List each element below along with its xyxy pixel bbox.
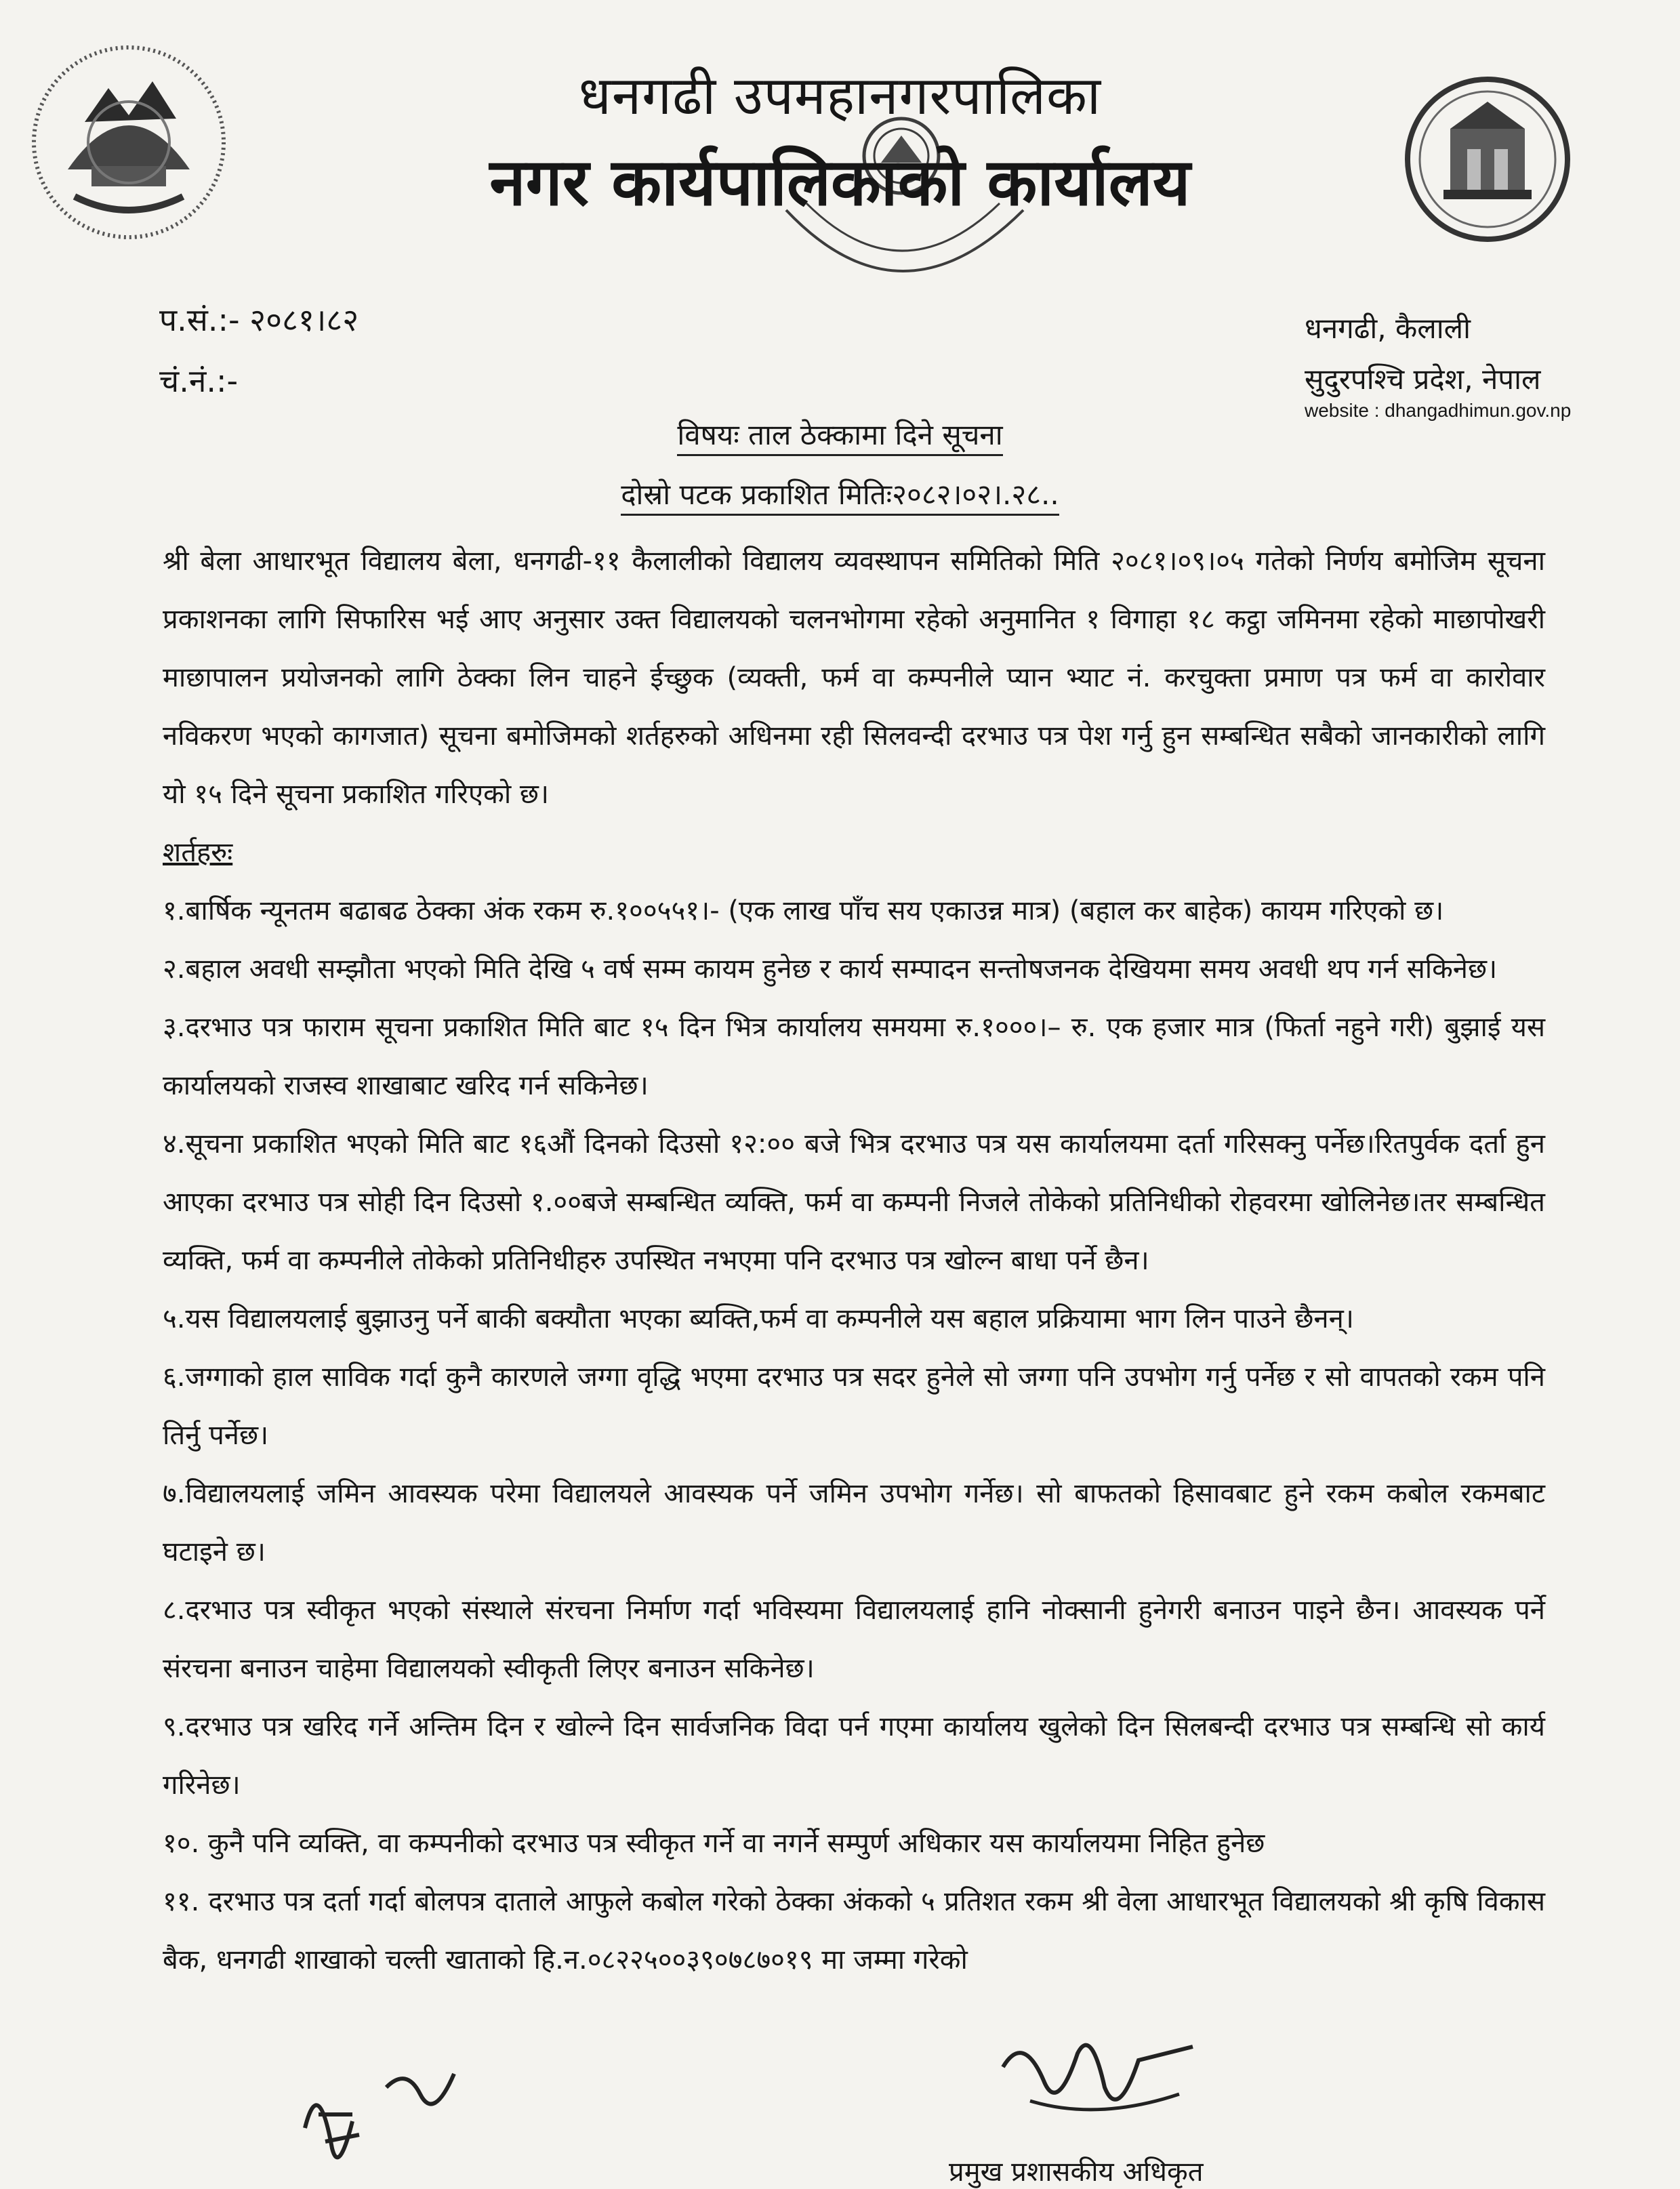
condition-item: ११. दरभाउ पत्र दर्ता गर्दा बोलपत्र दाताले आफुले कबोल गरेको ठेक्का अंकको ५ प्रतिशत रकम श्री वेला आधारभूत विद्यालयको श्री कृषि विकास बैक, धनगढी शाखाको चल्ती खाताको हि.न.०८२२५००३९०७८७०१९ मा जम्मा गरेको (163, 1886, 1545, 1976)
condition-item: ६.जग्गाको हाल साविक गर्दा कुनै कारणले जग्गा वृद्धि भएमा दरभाउ पत्र सदर हुनेले सो जग्गा पनि उपभोग गर्नु पर्नेछ र सो वापतको रकम पनि तिर्नु पर्नेछ। (163, 1362, 1545, 1451)
condition-item: ४.सूचना प्रकाशित भएको मिति बाट १६औं दिनको दिउसो १२:०० बजे भित्र दरभाउ पत्र यस कार्यालयमा दर्ता गरिसक्नु पर्नेछ।रितपुर्वक दर्ता हुन आएका दरभाउ पत्र सोही दिन दिउसो १.००बजे सम्बन्धित व्यक्ति, फर्म वा कम्पनी निजले तोकेको प्रतिनिधीको रोहवरमा खोलिनेछ।तर सम्बन्धित व्यक्ति, फर्म वा कम्पनीले तोकेको प्रतिनिधीहरु उपस्थित नभएमा पनि दरभाउ पत्र खोल्न बाधा पर्ने छैन। (163, 1128, 1545, 1276)
condition-item: ७.विद्यालयलाई जमिन आवस्यक परेमा विद्यालयले आवस्यक पर्ने जमिन उपभोग गर्नेछ। सो बाफतको हिसावबाट हुने रकम कबोल रकमबाट घटाइने छ। (163, 1478, 1545, 1568)
published-date-text: दोस्रो पटक प्रकाशित मितिः२०८२।०२।.२८.. (621, 478, 1059, 516)
condition-item: ५.यस विद्यालयलाई बुझाउनु पर्ने बाकी बक्यौता भएका ब्यक्ति,फर्म वा कम्पनीले यस बहाल प्रक्रियामा भाग लिन पाउने छैनन्। (163, 1303, 1354, 1334)
condition-item: २.बहाल अवधी सम्झौता भएको मिति देखि ५ वर्ष सम्म कायम हुनेछ र कार्य सम्पादन सन्तोषजनक देखियमा समय अवधी थप गर्न सकिनेछ। (163, 954, 1498, 985)
conditions-heading: शर्तहरुः (163, 837, 233, 868)
office-name-main: नगर कार्यपालिकाको कार्यालय (489, 144, 1191, 220)
address-line-2: सुदुरपश्चि प्रदेश, नेपाल (1305, 363, 1541, 396)
website-text: website : dhangadhimun.gov.np (1305, 400, 1572, 421)
subject-text: विषयः ताल ठेक्कामा दिने सूचना (677, 418, 1002, 456)
dispatch-number: चं.नं.:- (159, 363, 239, 399)
signature-left-icon (291, 2047, 468, 2182)
condition-item: १०. कुनै पनि व्यक्ति, वा कम्पनीको दरभाउ पत्र स्वीकृत गर्ने वा नगर्ने सम्पुर्ण अधिकार यस कार्यालयमा निहित हुनेछ (163, 1828, 1265, 1859)
address-line-1: धनगढी, कैलाली (1305, 312, 1471, 345)
signature-right-icon (989, 2026, 1206, 2135)
signatory-title: प्रमुख प्रशासकीय अधिकृत (949, 2156, 1204, 2188)
condition-item: १.बार्षिक न्यूनतम बढाबढ ठेक्का अंक रकम रु.१००५५१।- (एक लाख पाँच सय एकाउन्न मात्र) (बहाल कर बाहेक) कायम गरिएको छ। (163, 895, 1444, 926)
office-name-top: धनगढी उपमहानगरपालिका (578, 66, 1102, 127)
condition-item: ९.दरभाउ पत्र खरिद गर्ने अन्तिम दिन र खोल्ने दिन सार्वजनिक विदा पर्न गएमा कार्यालय खुलेको दिन सिलबन्दी दरभाउ पत्र सम्बन्धि सो कार्य गरिनेछ। (163, 1711, 1545, 1801)
intro-paragraph: श्री बेला आधारभूत विद्यालय बेला, धनगढी-११ कैलालीको विद्यालय व्यवस्थापन समितिको मिति २०८१।०९।०५ गतेको निर्णय बमोजिम सूचना प्रकाशनका लागि सिफारिस भई आए अनुसार उक्त विद्यालयको चलनभोगमा रहेको अनुमानित १ विगाहा १८ कट्ठा जमिनमा रहेको माछापोखरी माछापालन प्रयोजनको लागि ठेक्का लिन चाहने ईच्छुक (व्यक्ती, फर्म वा कम्पनीले प्यान भ्याट नं. करचुक्ता प्रमाण पत्र फर्म वा कारोवार नविकरण भएको कागजात) सूचना बमोजिमको शर्तहरुको अधिनमा रही सिलवन्दी दरभाउ पत्र पेश गर्नु हुन सम्बन्धित सबैको जानकारीको लागि यो १५ दिने सूचना प्रकाशित गरिएको छ। (163, 546, 1545, 810)
notice-body (163, 532, 1545, 1989)
condition-item: ३.दरभाउ पत्र फाराम सूचना प्रकाशित मिति बाट १५ दिन भित्र कार्यालय समयमा रु.१०००।– रु. एक हजार मात्र (फिर्ता नहुने गरी) बुझाई यस कार्यालयको राजस्व शाखाबाट खरिद गर्न सकिनेछ। (163, 1012, 1545, 1101)
subject-line (0, 415, 1680, 453)
condition-item: ८.दरभाउ पत्र स्वीकृत भएको संस्थाले संरचना निर्माण गर्दा भविस्यमा विद्यालयलाई हानि नोक्सानी हुनेगरी बनाउन पाइने छैन। आवस्यक पर्ने संरचना बनाउन चाहेमा विद्यालयको स्वीकृती लिएर बनाउन सकिनेछ। (163, 1595, 1545, 1684)
published-date-line (0, 474, 1680, 513)
reference-number: प.सं.:- २०८१।८२ (159, 302, 359, 338)
